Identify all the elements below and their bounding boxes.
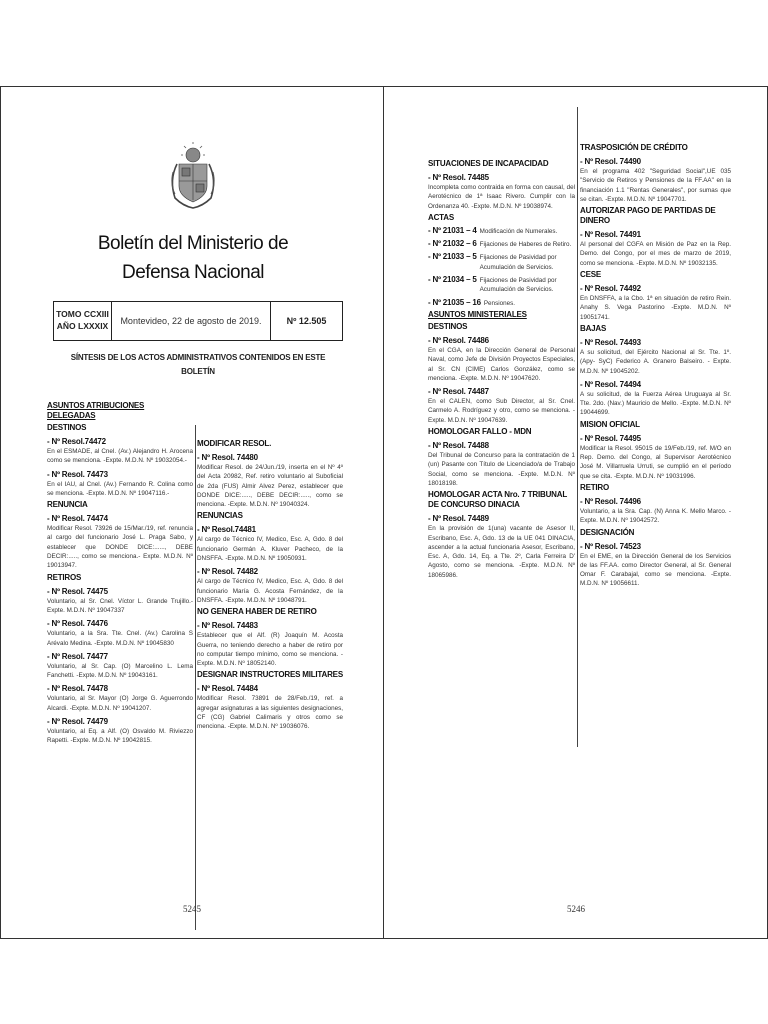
resolution-number: - Nº Resol. 74523 [580, 541, 641, 551]
acta-description: Fijaciones de Haberes de Retiro. [479, 241, 572, 249]
resolution-number: - Nº Resol.74481 [197, 525, 256, 535]
resolution-text: Modificar Resol. 73926 de 15/Mar./19, ref. renuncia al cargo del funcionario José L. Praga Sabo, y establecer que DONDE DICE:......, DEBE DECIR:....., como se menciona.- Expte. M.D.N. Nº 19013947. [47, 525, 193, 570]
section-heading: RETIROS [47, 572, 82, 582]
resolution-text: En el programa 402 "Seguridad Social",UE 035 "Servicio de Retiros y Pensiones de la FF.AA" en la financiación 1.1 "Rentas Generales", por sumas que se citan. -Expte. M.D.N. Nº 19047701. [580, 168, 731, 203]
acta-number: - Nº 21031 – 4 [428, 225, 477, 235]
resolution-text: En el CALEN, como Sub Director, al Sr. Cnel. Carmelo A. Rodríguez y otro, como se menciona. -Expte. M.D.N. Nº 19047639. [428, 398, 575, 424]
resolution-number: - Nº Resol. 74487 [428, 387, 489, 397]
resolution-text: Incompleta como contraida en forma con causal, del Aerotécnico de 1ª Isaac Rivero. Cumplir con la Ordenanza 40. -Expte. M.D.N. Nº 19038974. [428, 184, 575, 210]
section-heading: DESIGNACIÓN [580, 527, 635, 537]
acta-number: - Nº 21032 – 6 [428, 239, 477, 249]
resolution-text: En el IAU, al Cnel. (Av.) Fernando R. Colina como se menciona. -Expte. M.D.N. Nº 19047116.- [47, 480, 193, 497]
resolution-number: - Nº Resol. 74489 [428, 514, 489, 524]
resolution-text: Al cargo de Técnico IV, Medico, Esc. A, Gdo. 8 del funcionario Germán A. Kluver Pacheco, de la DNSFFA. -Expte. M.D.N. Nº 19050931. [197, 536, 343, 563]
resolution-text: Modificar la Resol. 95015 de 19/Feb./19, ref. M/O en Rep. Demo. del Congo, al Supervisor Aerotécnico José M. Villarruela Urruti, se cumplió en el período que se cita. -Expte. M.D.N. Nº 19031996. [580, 444, 731, 480]
resolution-number: - Nº Resol. 74493 [580, 337, 641, 347]
header-box [53, 301, 343, 341]
acta-number: - Nº 21034 – 5 [428, 275, 477, 285]
resolution-number: - Nº Resol. 74495 [580, 433, 641, 443]
issue-date: Montevideo, 22 de agosto de 2019. [120, 316, 262, 326]
resolution-number: - Nº Resol. 74492 [580, 284, 641, 294]
resolution-number: - Nº Resol. 74478 [47, 684, 108, 694]
column-divider [577, 107, 578, 747]
acta-description: Pensiones. [483, 299, 516, 307]
resolution-number: - Nº Resol. 74484 [197, 684, 258, 694]
anio-label: AÑO LXXXIX [56, 321, 109, 331]
section-heading: SITUACIONES DE INCAPACIDAD [428, 159, 549, 168]
resolution-text: Voluntario, a la Sra. Cap. (N) Anna K. Mello Marco. -Expte. M.D.N. Nº 19042572. [580, 507, 731, 525]
resolution-text: Modificar Resol. de 24/Jun./19, inserta en el Nº 4º del Acta 20982, Ref. retiro voluntario al Suboficial de 2da (FUS) Almir Alvez Perez, establecer que DONDE DICE:....., DEBE DECIR:....., como se menciona. -Expte. M.D.N. Nº 19040324. [197, 464, 343, 509]
acta-number: - Nº 21035 – 16 [428, 297, 481, 307]
section-heading: ASUNTOS ATRIBUCIONES DELEGADAS [47, 401, 145, 420]
resolution-number: - Nº Resol. 74490 [580, 157, 641, 166]
resolution-text: Del Tribunal de Concurso para la contratación de 1 (un) Pasante con Título de Licenciado/a de Trabajo Social, como se menciona. -Expte. M.D.N. Nº 18018198. [428, 452, 575, 487]
section-heading: RENUNCIA [47, 500, 88, 510]
acta-item [428, 251, 575, 272]
page-number-right: 5246 [567, 904, 585, 914]
resolution-number: - Nº Resol. 74494 [580, 379, 641, 389]
acta-description: Fijaciones de Pasividad por Acumulación de Servicios. [479, 277, 557, 294]
resolution-text: A su solicitud, del Ejército Nacional al Sr. Tte. 1º. (Apy- SyC) Federico A. Granero Balseiro. - Expte. M.D.N. Nº 19045202. [580, 348, 731, 375]
section-heading: RETIRO [580, 482, 610, 492]
acta-item [428, 297, 575, 308]
acta-item [428, 238, 575, 249]
resolution-number: - Nº Resol. 74485 [428, 173, 489, 182]
section-heading: HOMOLOGAR FALLO - MDN [428, 427, 532, 437]
resolution-text: Voluntario, al Eq. a Alf. (O) Osvaldo M. Riviezzo Rapetti. -Expte. M.D.N. Nº 19042815. [47, 728, 193, 745]
resolution-text: Voluntario, a la Sra. Tte. Cnel. (Av.) Carolina S Arévalo Medina. -Expte. M.D.N. Nº 19045830 [47, 630, 193, 647]
right-column-1 [428, 157, 575, 582]
left-column-2 [197, 437, 343, 734]
resolution-number: - Nº Resol. 74475 [47, 586, 108, 596]
resolution-number: - Nº Resol. 74488 [428, 441, 489, 451]
resolution-text: Al personal del CGFA en Misión de Paz en la Rep. Demo. del Congo, por el mes de marzo de 2019, como se menciona. -Expte. M.D.N. Nº 19032135. [580, 241, 731, 267]
resolution-number: - Nº Resol. 74477 [47, 651, 108, 661]
resolution-number: - Nº Resol.74472 [47, 437, 106, 446]
resolution-text: Modificar Resol. 73891 de 28/Feb./19, ref. a agregar asignaturas a las siguientes designaciones, CF (CG) Gabriel Calimaris y otros como se menciona. -Expte. M.D.N. Nº 19036076. [197, 695, 343, 731]
bulletin-title: Boletín del Ministerio de Defensa Nacional [97, 233, 289, 283]
section-heading: MISION OFICIAL [580, 419, 640, 429]
resolution-text: A su solicitud, de la Fuerza Aérea Uruguaya al Sr. Tte. 2do. (Nav.) Mauricio de Mello. -Expte. M.D.N. Nº 19044699. [580, 390, 731, 417]
tomo-label: TOMO CCXIII [56, 309, 109, 319]
resolution-number: - Nº Resol. 74482 [197, 567, 258, 577]
acta-item [428, 225, 575, 236]
section-heading: HOMOLOGAR ACTA Nro. 7 TRIBUNAL DE CONCURSO DINACIA [428, 490, 567, 510]
left-column-1 [47, 399, 193, 748]
column-divider [195, 425, 196, 930]
bulletin-spread [0, 86, 768, 939]
resolution-number: - Nº Resol. 74496 [580, 496, 641, 506]
synthesis-heading: SÍNTESIS DE LOS ACTOS ADMINISTRATIVOS CONTENIDOS EN ESTE BOLETÍN [70, 353, 326, 376]
resolution-number: - Nº Resol. 74473 [47, 469, 108, 479]
acta-description: Fijaciones de Pasividad por Acumulación de Servicios. [479, 254, 557, 271]
resolution-text: Voluntario, al Sr. Cnel. Víctor L. Grande Trujillo.- Expte. M.D.N. Nº 19047337 [47, 597, 193, 614]
section-heading: MODIFICAR RESOL. [197, 439, 272, 448]
section-heading: AUTORIZAR PAGO DE PARTIDAS DE DINERO [580, 206, 716, 226]
resolution-number: - Nº Resol. 74480 [197, 453, 258, 462]
resolution-text: Al cargo de Técnico IV, Medico, Esc. A, Gdo. 8 del funcionario María G. Acosta Fernández, de la DNSFFA. -Expte. M.D.N. Nº 19048791. [197, 578, 343, 604]
page-number-left: 5245 [183, 904, 201, 914]
section-heading: BAJAS [580, 323, 607, 333]
resolution-number: - Nº Resol. 74486 [428, 335, 489, 345]
right-page [385, 87, 768, 938]
resolution-text: En DNSFFA, a la Cbo. 1ª en situación de retiro Rein. Anahy S. Vega Pastorino -Expte. M.D.N. Nº 19051741. [580, 295, 731, 321]
resolution-text: En el CGA, en la Dirección General de Personal Naval, como Jefe de División Proyectos Especiales, al Sr. CN (CIME) Carlos González, como se menciona. -Expte. M.D.N. Nº 19047620. [428, 346, 575, 382]
section-heading: NO GENERA HABER DE RETIRO [197, 607, 317, 617]
resolution-text: En el ESMADE, al Cnel. (Av.) Alejandro H. Arocena como se menciona. -Expte. M.D.N. Nº 19032054.- [47, 448, 193, 465]
resolution-text: Voluntario, al Sr. Cap. (O) Marcelino L. Lema Fanchetti. -Expte. M.D.N. Nº 19043161. [47, 662, 193, 680]
coat-of-arms-icon [167, 142, 219, 210]
section-heading: DESIGNAR INSTRUCTORES MILITARES [197, 670, 343, 680]
volume-info [54, 302, 112, 340]
resolution-number: - Nº Resol. 74476 [47, 619, 108, 629]
resolution-text: En el EME, en la Dirección General de los Servicios de las FF.AA. como Director General, al Sr. General Omar F. Carabajal, como se menciona. -Expte. M.D.N. Nº 19056611. [580, 552, 731, 588]
section-heading: ACTAS [428, 212, 454, 222]
resolution-number: - Nº Resol. 74491 [580, 230, 641, 240]
resolution-text: Establecer que el Alf. (R) Joaquín M. Acosta Guerra, no teniendo derecho a haber de retiro por no computar tiempo mínimo, como se menciona. -Expte. M.D.N. Nº 18052140. [197, 632, 343, 668]
resolution-number: - Nº Resol. 74479 [47, 717, 108, 727]
acta-item [428, 274, 575, 295]
section-heading: TRASPOSICIÓN DE CRÉDITO [580, 143, 688, 152]
section-heading: CESE [580, 270, 601, 280]
section-heading: DESTINOS [428, 321, 468, 331]
resolution-number: - Nº Resol. 74483 [197, 621, 258, 631]
resolution-text: Voluntario, al Sr. Mayor (O) Jorge G. Aguerrondo Alcardi. -Expte. M.D.N. Nº 19041207. [47, 695, 193, 712]
section-heading: ASUNTOS MINISTERIALES [428, 309, 527, 319]
acta-number: - Nº 21033 – 5 [428, 252, 477, 262]
right-column-2 [580, 141, 731, 591]
issue-number: Nº 12.505 [270, 302, 342, 340]
resolution-number: - Nº Resol. 74474 [47, 514, 108, 524]
resolution-text: En la provisión de 1(una) vacante de Asesor II, Escribano, Esc. A, Gdo. 13 de la UE 041 DINACIA, ascender a la actual funcionaria Asesor, Escribano, Esc. A, Gdo. 14, Eq. a Tte. 2º, Carla Ferreira D' Agosto, como se menciona. -Expte. M.D.N. Nº 18065986. [428, 525, 575, 579]
left-page [0, 87, 384, 938]
acta-description: Modificación de Numerales. [479, 227, 558, 235]
section-heading: DESTINOS [47, 423, 87, 432]
section-heading: RENUNCIAS [197, 511, 243, 521]
